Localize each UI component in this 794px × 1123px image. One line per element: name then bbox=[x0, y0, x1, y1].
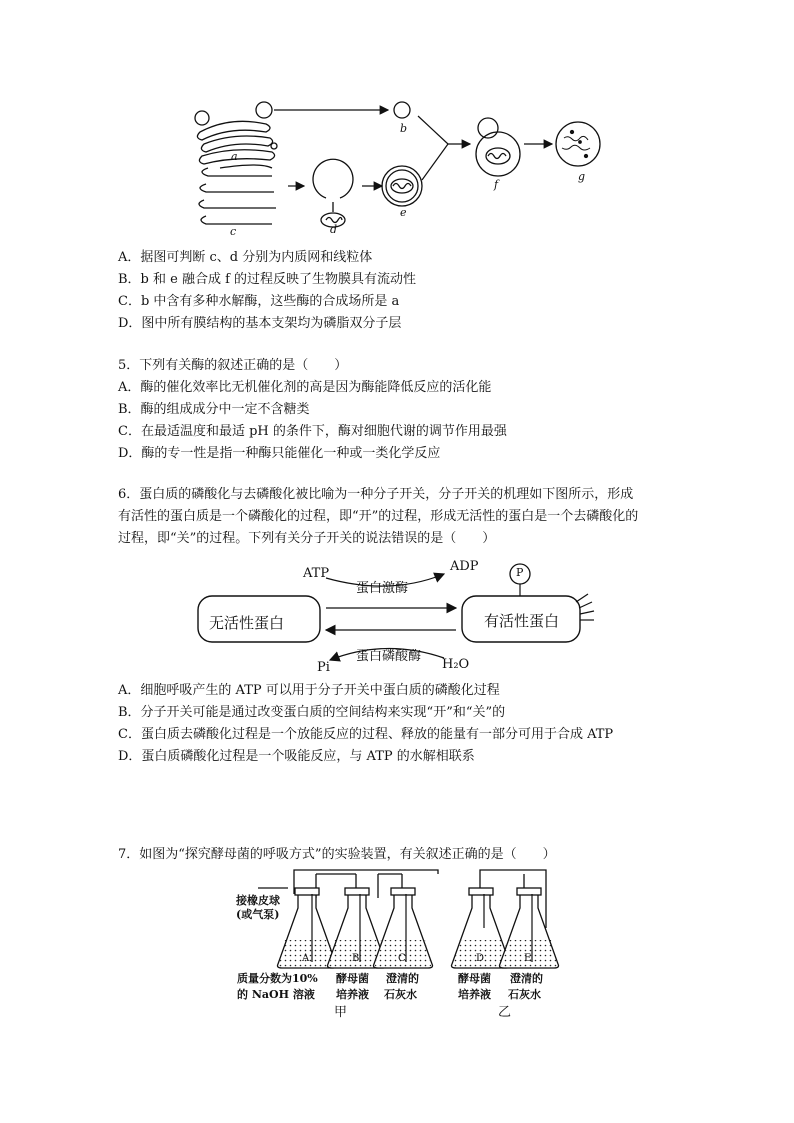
active-protein-label: 有活性蛋白 bbox=[484, 612, 560, 630]
flask-letter-b: B bbox=[352, 953, 360, 964]
q6-stem-line1: 6．蛋白质的磷酸化与去磷酸化被比喻为一种分子开关，分子开关的机理如下图所示，形成 bbox=[118, 487, 634, 502]
q4-option-c: C．b 中含有多种水解酶，这些酶的合成场所是 a bbox=[118, 294, 400, 309]
atp-label: ATP bbox=[303, 566, 330, 581]
flask-letter-c: C bbox=[398, 953, 406, 964]
q5-option-a: A．酶的催化效率比无机催化剂的高是因为酶能降低反应的活化能 bbox=[118, 380, 492, 395]
inactive-protein-label: 无活性蛋白 bbox=[209, 614, 285, 632]
label-f: f bbox=[494, 178, 499, 191]
label-e: e bbox=[400, 206, 407, 219]
label-b: b bbox=[400, 122, 408, 135]
caption-yeast-jia-line2: 培养液 bbox=[336, 988, 369, 1001]
pump-label-line1: 接橡皮球 bbox=[236, 894, 280, 907]
caption-yeast-yi-line2: 培养液 bbox=[458, 988, 491, 1001]
label-d: d bbox=[330, 223, 338, 236]
label-g: g bbox=[578, 170, 586, 183]
caption-lime-yi-line2: 石灰水 bbox=[508, 988, 541, 1001]
q6-stem-line2: 有活性的蛋白质是一个磷酸化的过程，即“开”的过程，形成无活性的蛋白是一个去磷酸化的 bbox=[118, 509, 639, 524]
phosphate-label: P bbox=[516, 566, 524, 579]
q4-option-b: B．b 和 e 融合成 f 的过程反映了生物膜具有流动性 bbox=[118, 272, 417, 287]
q6-option-d: D．蛋白质磷酸化过程是一个吸能反应，与 ATP 的水解相联系 bbox=[118, 749, 475, 764]
flask-letter-d: D bbox=[476, 953, 485, 964]
group-label-jia: 甲 bbox=[334, 1005, 348, 1020]
flask-letter-a: A bbox=[302, 953, 310, 964]
caption-lime-jia-line1: 澄清的 bbox=[386, 972, 419, 985]
adp-label: ADP bbox=[450, 559, 479, 574]
residual-body bbox=[556, 122, 600, 166]
flask-letter-e: E bbox=[524, 953, 532, 964]
caption-yeast-jia-line1: 酵母菌 bbox=[336, 972, 369, 985]
q4-option-a: A．据图可判断 c、d 分别为内质网和线粒体 bbox=[118, 250, 373, 265]
phosphatase-label: 蛋白磷酸酶 bbox=[356, 649, 422, 664]
pi-label: Pi bbox=[317, 660, 330, 675]
q4-option-d: D．图中所有膜结构的基本支架均为磷脂双分子层 bbox=[118, 316, 402, 331]
kinase-label: 蛋白激酶 bbox=[356, 581, 409, 596]
q6-option-b: B．分子开关可能是通过改变蛋白质的空间结构来实现“开”和“关”的 bbox=[118, 705, 506, 720]
q6-option-c: C．蛋白质去磷酸化过程是一个放能反应的过程、释放的能量有一部分可用于合成 ATP bbox=[118, 727, 614, 742]
autolysosome bbox=[476, 118, 520, 176]
q6-stem-line3: 过程，即“关”的过程。下列有关分子开关的说法错误的是（ ） bbox=[118, 531, 496, 546]
autophagosome-forming bbox=[313, 159, 353, 227]
q6-option-a: A．细胞呼吸产生的 ATP 可以用于分子开关中蛋白质的磷酸化过程 bbox=[118, 683, 500, 698]
label-c: c bbox=[230, 225, 237, 238]
q7-stem: 7．如图为“探究酵母菌的呼吸方式”的实验装置，有关叙述正确的是（ ） bbox=[118, 847, 556, 862]
caption-naoh-line1: 质量分数为10% bbox=[237, 972, 318, 985]
pump-label-line2: (或气泵) bbox=[236, 908, 280, 921]
caption-yeast-yi-line1: 酵母菌 bbox=[458, 972, 491, 985]
caption-lime-jia-line2: 石灰水 bbox=[384, 988, 417, 1001]
caption-lime-yi-line1: 澄清的 bbox=[510, 972, 543, 985]
q5-option-d: D．酶的专一性是指一种酶只能催化一种或一类化学反应 bbox=[118, 446, 441, 461]
q5-option-b: B．酶的组成成分中一定不含糖类 bbox=[118, 402, 310, 417]
endoplasmic-reticulum bbox=[199, 165, 276, 224]
water-label: H₂O bbox=[442, 657, 470, 672]
q5-option-c: C．在最适温度和最适 pH 的条件下，酶对细胞代谢的调节作用最强 bbox=[118, 424, 507, 439]
group-label-yi: 乙 bbox=[498, 1005, 512, 1020]
caption-naoh-line2: 的 NaOH 溶液 bbox=[237, 988, 315, 1001]
q5-stem: 5．下列有关酶的叙述正确的是（ ） bbox=[118, 358, 348, 373]
lysosome bbox=[394, 102, 410, 118]
label-a: a bbox=[231, 150, 238, 163]
autophagosome bbox=[382, 166, 422, 206]
